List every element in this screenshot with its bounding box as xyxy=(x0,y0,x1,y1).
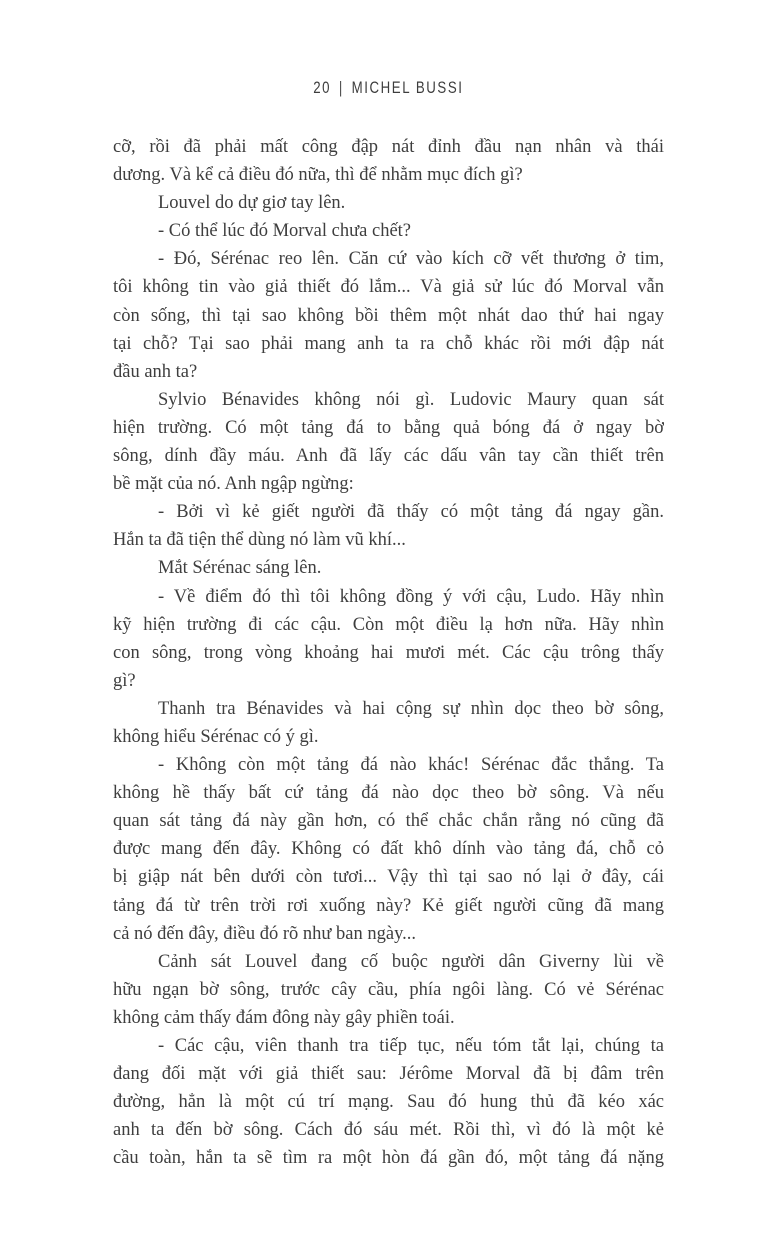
text-line: - Về điểm đó thì tôi không đồng ý với cậu, Ludo. Hãy nhìn xyxy=(158,586,664,607)
paragraph xyxy=(113,245,664,385)
text-line: hiện trường. Có một tảng đá to bằng quả bóng đá ở ngay bờ xyxy=(113,417,664,438)
text-line: con sông, trong vòng khoảng hai mươi mét. Các cậu trông thấy xyxy=(113,642,664,663)
text-line: đầu anh ta? xyxy=(113,361,198,382)
text-line: kỹ hiện trường đi các cậu. Còn một điều lạ hơn nữa. Hãy nhìn xyxy=(113,614,664,635)
page-number: 20 xyxy=(312,78,331,97)
running-header-text xyxy=(313,78,463,98)
text-line: Sylvio Bénavides không nói gì. Ludovic Maury quan sát xyxy=(158,389,664,410)
text-line: đang đối mặt với giả thiết sau: Jérôme Morval đã bị đâm trên xyxy=(113,1064,664,1085)
paragraph xyxy=(113,1032,664,1172)
paragraph xyxy=(113,189,664,217)
header-divider-bar: | xyxy=(338,78,344,97)
text-line: Mắt Sérénac sáng lên. xyxy=(158,558,322,579)
paragraph xyxy=(113,217,664,245)
paragraph xyxy=(113,133,664,189)
text-line: gì? xyxy=(113,670,136,691)
text-line: được mang đến đây. Không có đất khô dính vào tảng đá, chỗ cỏ xyxy=(113,839,664,860)
text-line: quan sát tảng đá này gần hơn, có thể chắc chắn rằng nó cũng đã xyxy=(113,811,664,832)
paragraph xyxy=(113,554,664,582)
text-line: Hắn ta đã tiện thể dùng nó làm vũ khí... xyxy=(113,530,406,551)
text-line: bị giập nát bên dưới còn tươi... Vậy thì tại sao nó lại ở đây, cái xyxy=(113,867,664,888)
text-line: cầu toàn, hắn ta sẽ tìm ra một hòn đá gần đó, một tảng đá nặng xyxy=(113,1148,664,1169)
text-line: bề mặt của nó. Anh ngập ngừng: xyxy=(113,474,354,495)
text-line: anh ta đến bờ sông. Cách đó sáu mét. Rồi thì, vì đó là một kẻ xyxy=(113,1120,664,1141)
text-line: không cảm thấy đám đông này gây phiền toái. xyxy=(113,1007,455,1028)
paragraph xyxy=(113,695,664,751)
book-title: MICHEL BUSSI xyxy=(351,78,464,97)
paragraph xyxy=(113,751,664,948)
paragraph xyxy=(113,386,664,498)
text-line: - Đó, Sérénac reo lên. Căn cứ vào kích cỡ vết thương ở tim, xyxy=(158,249,664,270)
paragraph xyxy=(113,498,664,554)
text-line: không hề thấy bất cứ tảng đá nào dọc theo bờ sông. Và nếu xyxy=(113,783,664,804)
text-line: - Bởi vì kẻ giết người đã thấy có một tảng đá ngay gần. xyxy=(158,502,664,523)
text-line: còn sống, thì tại sao không bồi thêm một nhát dao thứ hai ngay xyxy=(113,305,664,326)
text-line: tại chỗ? Tại sao phải mang anh ta ra chỗ khác rồi mới đập nát xyxy=(113,333,664,354)
text-line: dương. Và kể cả điều đó nữa, thì để nhằm mục đích gì? xyxy=(113,165,523,186)
text-line: hữu ngạn bờ sông, trước cây cầu, phía ngôi làng. Có vẻ Sérénac xyxy=(113,979,664,1000)
text-line: Louvel do dự giơ tay lên. xyxy=(158,193,346,214)
paragraph xyxy=(113,583,664,695)
page-body-text xyxy=(113,133,664,1172)
text-line: cả nó đến đây, điều đó rõ như ban ngày... xyxy=(113,923,417,944)
text-line: Cảnh sát Louvel đang cố buộc người dân Giverny lùi về xyxy=(158,951,664,972)
paragraph xyxy=(113,948,664,1032)
text-line: cỡ, rồi đã phải mất công đập nát đỉnh đầu nạn nhân và thái xyxy=(113,137,664,157)
text-line: tôi không tin vào giả thiết đó lắm... Và giả sử lúc đó Morval vẫn xyxy=(113,277,664,298)
text-line: Thanh tra Bénavides và hai cộng sự nhìn dọc theo bờ sông, xyxy=(158,698,664,719)
text-line: - Không còn một tảng đá nào khác! Sérénac đắc thắng. Ta xyxy=(158,755,664,776)
text-line: sông, dính đầy máu. Anh đã lấy các dấu vân tay cần thiết trên xyxy=(113,446,664,467)
running-header xyxy=(0,78,776,98)
text-line: - Các cậu, viên thanh tra tiếp tục, nếu tóm tắt lại, chúng ta xyxy=(158,1036,664,1056)
text-line: - Có thể lúc đó Morval chưa chết? xyxy=(158,221,412,242)
text-line: không hiểu Sérénac có ý gì. xyxy=(113,726,319,747)
text-line: tảng đá từ trên trời rơi xuống này? Kẻ giết người cũng đã mang xyxy=(113,895,664,916)
text-line: đường, hẳn là một cú trí mạng. Sau đó hung thủ đã kéo xác xyxy=(113,1092,664,1113)
